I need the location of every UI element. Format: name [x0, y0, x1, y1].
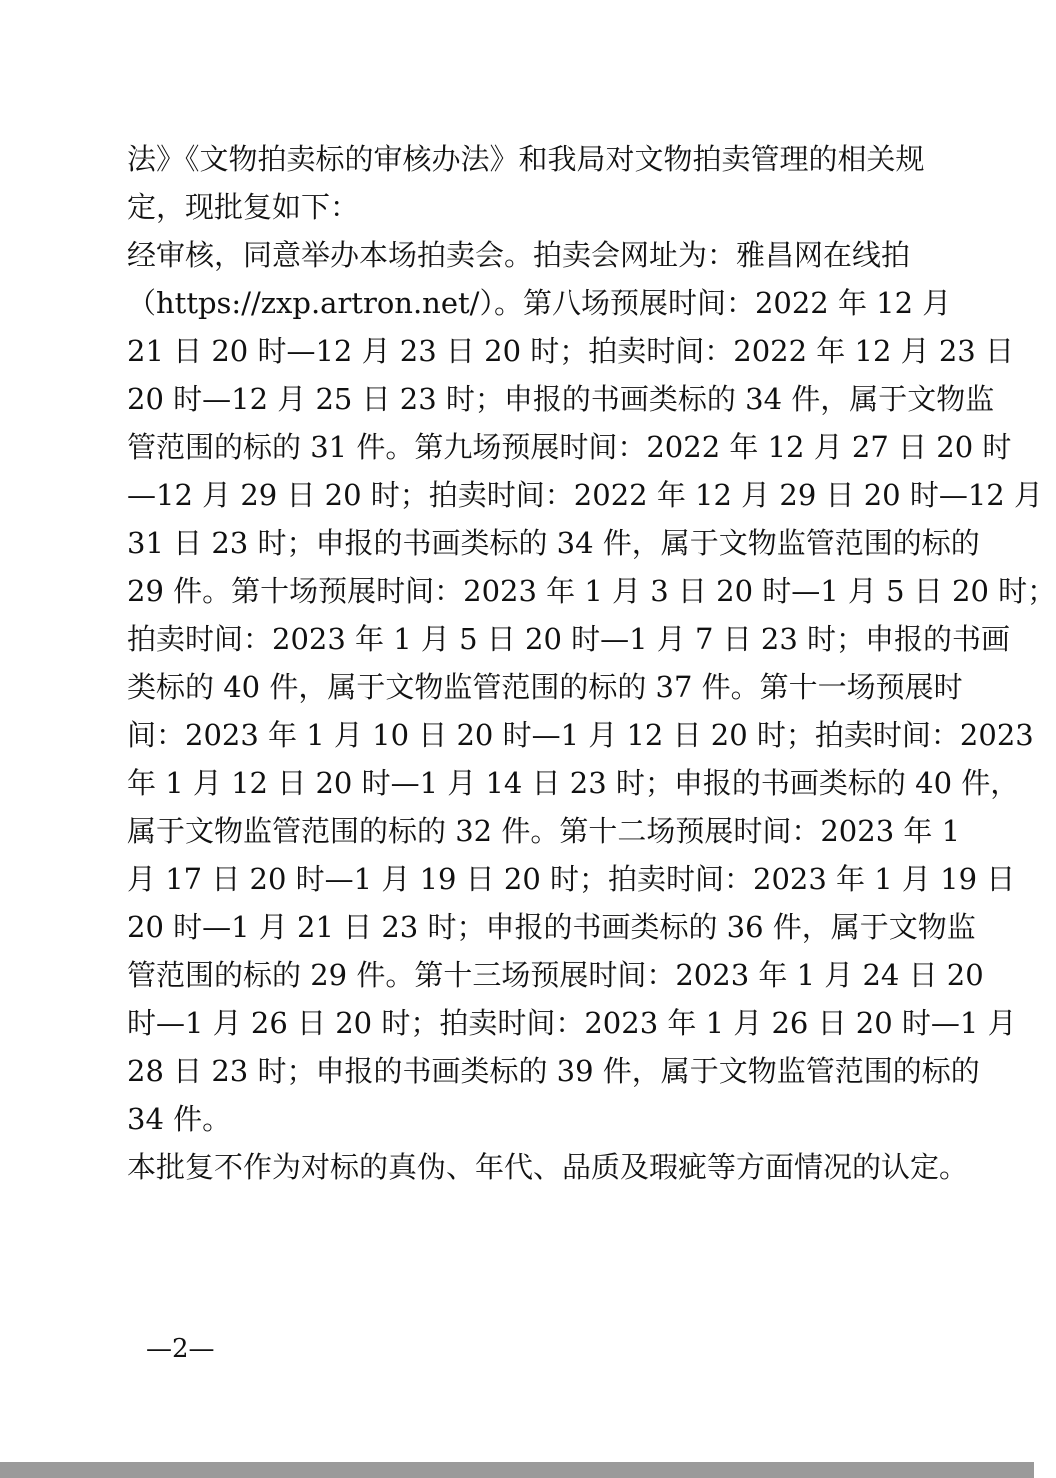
- body-line: 29 件。第十场预展时间：2023 年 1 月 3 日 20 时—1 月 5 日 20 时；: [127, 574, 1056, 608]
- body-line: 34 件。: [127, 1102, 232, 1136]
- body-line: 类标的 40 件，属于文物监管范围的标的 37 件。第十一场预展时: [127, 670, 963, 704]
- body-line: —12 月 29 日 20 时；拍卖时间：2022 年 12 月 29 日 20 时—12 月: [127, 478, 1043, 512]
- body-line: 定，现批复如下：: [127, 190, 360, 224]
- body-line: 年 1 月 12 日 20 时—1 月 14 日 23 时；申报的书画类标的 40 件，: [127, 766, 1020, 800]
- body-line: 31 日 23 时；申报的书画类标的 34 件，属于文物监管范围的标的: [127, 526, 980, 560]
- body-line: 时—1 月 26 日 20 时；拍卖时间：2023 年 1 月 26 日 20 时—1 月: [127, 1006, 1017, 1040]
- body-line: 管范围的标的 31 件。第九场预展时间：2022 年 12 月 27 日 20 时: [127, 430, 1012, 464]
- body-line: （https://zxp.artron.net/）。第八场预展时间：2022 年 12 月: [127, 286, 952, 320]
- body-line: 20 时—1 月 21 日 23 时；申报的书画类标的 36 件，属于文物监: [127, 910, 976, 944]
- body-line: 20 时—12 月 25 日 23 时；申报的书画类标的 34 件，属于文物监: [127, 382, 995, 416]
- body-line: 属于文物监管范围的标的 32 件。第十二场预展时间：2023 年 1: [127, 814, 961, 848]
- body-line: 月 17 日 20 时—1 月 19 日 20 时；拍卖时间：2023 年 1 月 19 日: [127, 862, 1016, 896]
- body-line: 拍卖时间：2023 年 1 月 5 日 20 时—1 月 7 日 23 时；申报的书画: [127, 622, 1011, 656]
- body-line: 经审核，同意举办本场拍卖会。拍卖会网址为：雅昌网在线拍: [127, 238, 911, 272]
- page-number: —2—: [146, 1334, 215, 1364]
- body-line: 本批复不作为对标的真伪、年代、品质及瑕疵等方面情况的认定。: [127, 1150, 969, 1184]
- body-line: 21 日 20 时—12 月 23 日 20 时；拍卖时间：2022 年 12 月 23 日: [127, 334, 1014, 368]
- body-line: 管范围的标的 29 件。第十三场预展时间：2023 年 1 月 24 日 20: [127, 958, 984, 992]
- bottom-scroll-bar: [0, 1462, 1034, 1478]
- body-line: 间：2023 年 1 月 10 日 20 时—1 月 12 日 20 时；拍卖时间：2023: [127, 718, 1034, 752]
- body-line: 法》《文物拍卖标的审核办法》和我局对文物拍卖管理的相关规: [127, 142, 925, 176]
- body-line: 28 日 23 时；申报的书画类标的 39 件，属于文物监管范围的标的: [127, 1054, 980, 1088]
